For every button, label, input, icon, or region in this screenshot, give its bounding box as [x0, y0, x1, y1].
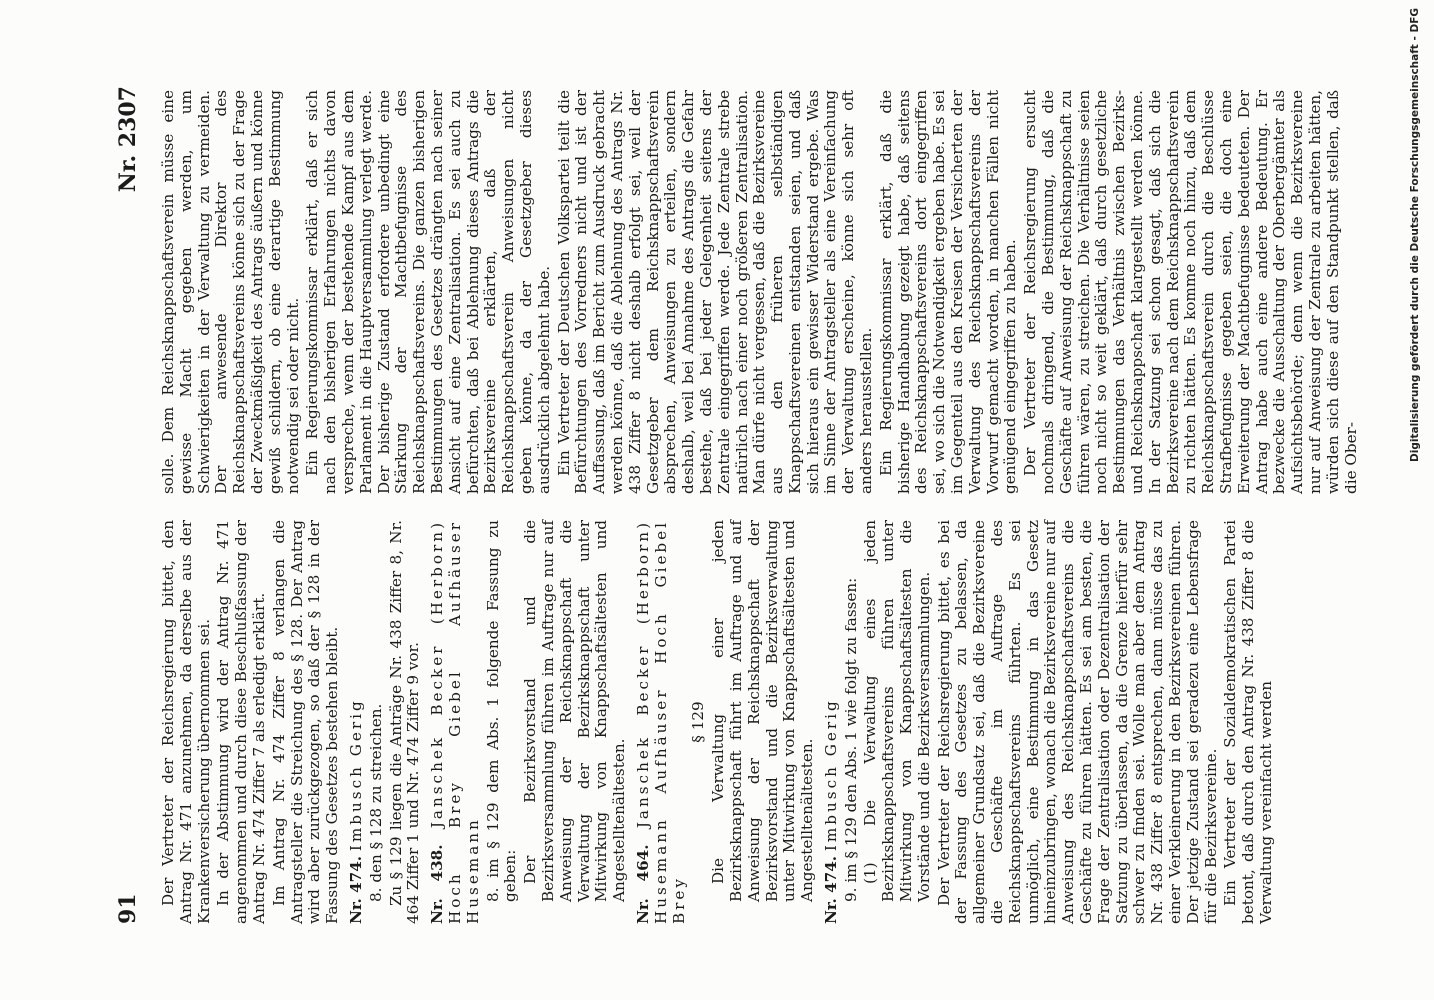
left-column	[160, 520, 1278, 924]
motion-heading	[635, 520, 688, 924]
motion-item: 8. im § 129 dem Abs. 1 folgende Fassung zu geben:	[483, 520, 520, 902]
motion-signatories: Imbusch Gerig	[346, 698, 365, 852]
motion-item: 8. den § 128 zu streichen.	[366, 703, 385, 902]
section-marker: § 129	[689, 701, 708, 743]
page-number-left: 91	[115, 893, 141, 924]
scanned-book-page	[115, 86, 1360, 924]
right-column	[160, 90, 1362, 494]
digitization-credit	[1404, 8, 1426, 992]
paragraph: Der Vertreter der Reichsregierung bittet, es bei der Fassung des Gesetzes zu belassen, da allgemeiner Grundsatz sei, daß die Bezirksvereine die Geschäfte im Auftrage des Reichsknappschaftsvereins führten. Es sei unmöglich, eine Bestimmung in das Gesetz hineinzubringen, wonach die Bezirksvereine nur auf Anweisung des Reichsknappschaftsvereins die Geschäfte zu führen hätten. Es sei am besten, die Frage der Zentralisation oder Dezentralisation der Satzung zu überlassen, da die Grenze hierfür sehr schwer zu finden sei. Wolle man aber dem Antrag Nr. 438 Ziffer 8 entsprechen, dann müsse das zu einer Verkleinerung in den Bezirksvereinen führen. Der jetzige Zustand sei geradezu eine Lebensfrage für die Bezirksvereine.	[934, 520, 1220, 924]
motion-text: Die Verwaltung einer jeden Bezirksknappschaft führt im Auftrage und auf Anweisung der Reichsknappschaft der Bezirksvorstand und die Bezirksverwaltung unter Mitwirkung von Knappschaftsältesten und Angestelltenältesten.	[709, 520, 817, 902]
paragraph: Im Antrag Nr. 474 Ziffer 8 verlangen die Antragsteller die Streichung des § 128. Der Antrag wird aber zurückgezogen, so daß der § 128 in der Fassung des Gesetzes bestehen bleibt.	[269, 520, 342, 924]
motion-number: Nr. 464.	[633, 844, 652, 924]
paragraph: Ein Vertreter der Sozialdemokratischen Partei betont, daß durch den Antrag Nr. 438 Ziffer 8 die Verwaltung vereinfacht werden	[1221, 520, 1276, 924]
paragraph: In der Abstimmung wird der Antrag Nr. 471 angenommen und durch diese Beschlußfassung der Antrag Nr. 474 Ziffer 7 als erledigt erklärt.	[214, 520, 268, 924]
motion-heading	[823, 520, 841, 924]
paragraph: Der Vertreter der Reichsregierung ersucht nochmals dringend, die Bestimmung, daß die Geschäfte auf Anweisung der Reichsknappschaft zu führen wären, zu streichen. Die Verhältnisse seien noch nicht so weit geklärt, daß durch gesetzliche Bestimmungen das Verhältnis zwischen Bezirks- und Reichsknappschaft klargestellt werden könne. In der Satzung sei schon gesagt, daß sich die Bezirksvereine nach dem Reichsknappschaftsverein zu richten hätten. Es komme noch hinzu, daß dem Reichsknappschaftsverein durch die Beschlüsse Strafbefugnisse gegeben seien, die doch eine Erweiterung der Machtbefugnisse bedeuteten. Der Antrag habe auch eine andere Bedeutung. Er bezwecke die Ausschaltung der Oberbergämter als Aufsichtsbehörde; denn wenn die Bezirksvereine nur auf Anweisung der Zentrale zu arbeiten hätten, würden sich diese auf den Standpunkt stellen, daß die Ober-	[1021, 90, 1360, 494]
paragraph: solle. Dem Reichsknappschaftsverein müsse eine gewisse Macht gegeben werden, um Schwierigkeiten in der Verwaltung zu vermeiden. Der anwesende Direktor des Reichsknappschaftsvereins könne sich zu der Frage der Zweckmäßigkeit des Antrags äußern und könne gewiß schildern, ob eine derartige Bestimmung notwendig sei oder nicht.	[159, 90, 302, 494]
paragraph: Ein Regierungskommissar erklärt, daß die bisherige Handhabung gezeigt habe, daß seitens des Reichsknappschaftsvereins dort eingegriffen sei, wo sich die Notwendigkeit ergeben habe. Es sei im Gegenteil aus den Kreisen der Versicherten der Verwaltung des Reichsknappschaftsvereins der Vorwurf gemacht worden, in manchen Fällen nicht genügend eingegriffen zu haben.	[876, 90, 1020, 494]
page-number-right: Nr. 2307	[115, 86, 141, 193]
motion-number: Nr. 474.	[346, 855, 365, 924]
motion-item: 9. im § 129 den Abs. 1 wie folgt zu fassen:	[841, 577, 860, 902]
paragraph: Der Vertreter der Reichsregierung bittet, den Antrag Nr. 471 anzunehmen, da derselbe aus der Krankenversicherung übernommen sei.	[159, 520, 213, 924]
motion-text: Der Bezirksvorstand und die Bezirksversammlung führen im Auftrage nur auf Anweisung der Reichsknappschaft die Verwaltung der Bezirksknappschaft unter Mitwirkung von Knappschaftsältesten und Angestelltenältesten.	[521, 520, 629, 902]
motion-signatories: Janschek Becker (Herborn) Hoch Brey Giebel Aufhäuser Husemann	[428, 520, 482, 924]
motion-signatories: Imbusch Gerig	[821, 698, 840, 852]
motion-heading	[429, 520, 482, 924]
paragraph: Ein Vertreter der Deutschen Volkspartei teilt die Befürchtungen des Vorredners nicht und ist der Auffassung, daß im Bericht zum Ausdruck gebracht werden könne, daß die Ablehnung des Antrags Nr. 438 Ziffer 8 nicht deshalb erfolgt sei, weil der Gesetzgeber dem Reichsknappschaftsverein absprechen, Anweisungen zu erteilen, sondern deshalb, weil bei Annahme des Antrags die Gefahr bestehe, daß bei jeder Gelegenheit seitens der Zentrale eingegriffen werde. Jede Zentrale strebe natürlich nach einer noch größeren Zentralisation. Man dürfe nicht vergessen, daß die Bezirksvereine aus den früheren selbständigen Knappschaftsvereinen entstanden seien, und daß sich hieraus ein gewisser Widerstand ergebe. Was im Sinne der Antragsteller als eine Vereinfachung der Verwaltung erscheine, könne sich sehr oft anders herausstellen.	[554, 90, 876, 494]
motion-signatories: Janschek Becker (Herborn) Husemann Aufhäuser Hoch Giebel Brey	[633, 520, 688, 924]
page-header	[115, 86, 158, 924]
motion-heading	[348, 520, 366, 924]
paragraph: Ein Regierungskommissar erklärt, daß er sich nach den bisherigen Erfahrungen nichts davon verspreche, wenn der bestehende Kampf aus dem Parlament in die Hauptversammlung verlegt werde. Der bisherige Zustand erfordere unbedingt eine Stärkung der Machtbefugnisse des Reichsknappschaftsvereins. Die ganzen bisherigen Bestimmungen des Gesetzes drängten nach seiner Ansicht auf eine Zentralisation. Es sei auch zu befürchten, daß bei Ablehnung dieses Antrags die Bezirksvereine erklärten, daß der Reichsknappschaftsverein Anweisungen nicht geben könne, da der Gesetzgeber dieses ausdrücklich abgelehnt habe.	[303, 90, 553, 494]
paragraph: Zu § 129 liegen die Anträge Nr. 438 Ziffer 8, Nr. 464 Ziffer 1 und Nr. 474 Ziffer 9 vor.	[386, 520, 423, 924]
credit-text: Digitalisierung gefördert durch die Deutsche Forschungsgemeinschaft - DFG	[1409, 8, 1421, 462]
motion-number: Nr. 438.	[428, 844, 447, 924]
motion-text: (1) Die Verwaltung eines jeden Bezirksknappschaftsvereins führen unter Mitwirkung von Knappschaftsältesten die Vorstände und die Bezirksversammlungen.	[861, 520, 933, 902]
motion-number: Nr. 474.	[821, 855, 840, 924]
page-content	[115, 86, 1360, 924]
